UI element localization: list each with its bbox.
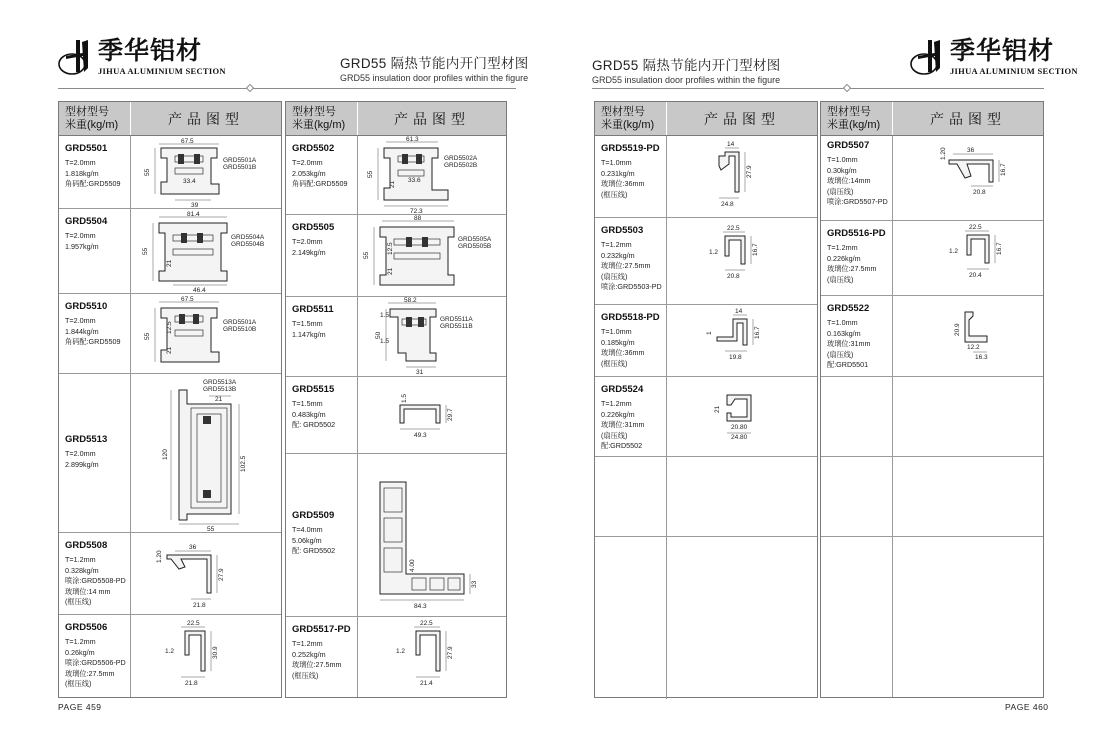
spec-weight: 0.226kg/m — [601, 409, 635, 419]
spec-note: 配: GRD5502 — [292, 420, 336, 429]
profile-drawing — [131, 615, 281, 697]
header-figure: 产品图型 — [168, 111, 244, 128]
svg-text:29.7: 29.7 — [447, 408, 454, 421]
header-weight: 米重(kg/m) — [65, 119, 119, 131]
spec-weight: 0.226kg/m — [827, 253, 861, 263]
spec-weight: 0.483kg/m — [292, 409, 326, 419]
svg-text:20.4: 20.4 — [969, 272, 982, 279]
svg-text:55: 55 — [367, 170, 374, 178]
spec-thickness: T=2.0mm — [65, 158, 96, 167]
svg-text:1.5: 1.5 — [380, 312, 390, 319]
svg-text:22.5: 22.5 — [727, 225, 740, 232]
product-code: GRD5519-PD — [601, 143, 660, 154]
svg-text:81.4: 81.4 — [187, 211, 200, 218]
svg-text:16.7: 16.7 — [752, 243, 759, 256]
svg-text:GRD5501A: GRD5501A — [223, 319, 257, 326]
spec-thickness: T=2.0mm — [65, 231, 96, 240]
product-code: GRD5515 — [292, 384, 335, 395]
spec-weight: 0.232kg/m — [601, 250, 635, 260]
svg-text:GRD5504B: GRD5504B — [231, 241, 265, 248]
product-cell-grd5505 — [286, 215, 506, 297]
product-code: GRD5508 — [65, 540, 108, 551]
svg-text:12.2: 12.2 — [967, 344, 980, 351]
spec-thickness: T=2.0mm — [292, 237, 323, 246]
svg-text:22.5: 22.5 — [420, 620, 433, 627]
spec-weight: 1.818kg/m — [65, 168, 99, 178]
spec-thickness: T=1.2mm — [827, 243, 858, 252]
header-rule — [592, 88, 1044, 89]
spec-weight: 2.053kg/m — [292, 168, 326, 178]
empty-cell — [595, 537, 817, 699]
product-cell-grd5513 — [59, 374, 281, 533]
spec-glass: 玻璃位:27.5mm — [65, 668, 115, 678]
profile-drawing — [667, 305, 817, 376]
brand-name-en: JIHUA ALUMINIUM SECTION — [98, 66, 226, 76]
svg-text:GRD5504A: GRD5504A — [231, 234, 265, 241]
page-title — [340, 52, 529, 83]
spec-type: (框压线) — [601, 358, 628, 368]
svg-text:GRD5505A: GRD5505A — [458, 236, 492, 243]
product-code: GRD5507 — [827, 140, 870, 151]
svg-text:55: 55 — [207, 526, 215, 533]
spec-coating: 喷涂:GRD5503-PD — [601, 282, 662, 291]
column-header — [821, 102, 1043, 136]
profile-drawing — [131, 374, 281, 532]
page-title — [592, 54, 781, 85]
header-model: 型材型号 — [827, 106, 871, 118]
header-weight: 米重(kg/m) — [827, 119, 881, 131]
svg-text:88: 88 — [414, 215, 422, 222]
svg-text:46.4: 46.4 — [193, 287, 206, 294]
profile-drawing — [667, 136, 817, 217]
page-number: PAGE 460 — [1005, 702, 1049, 712]
svg-text:84.3: 84.3 — [414, 603, 427, 610]
brand-name-cn: 季华铝材 — [950, 36, 1055, 65]
svg-text:30.9: 30.9 — [212, 646, 219, 659]
product-code: GRD5504 — [65, 216, 108, 227]
svg-text:27.9: 27.9 — [447, 646, 454, 659]
spec-thickness: T=2.0mm — [65, 316, 96, 325]
spec-glass: 玻璃位:27.5mm — [601, 261, 651, 270]
svg-text:21: 21 — [389, 180, 396, 188]
page-number: PAGE 459 — [58, 702, 102, 712]
profile-drawing — [358, 617, 506, 697]
product-code: GRD5502 — [292, 143, 335, 154]
spec-weight: 0.328kg/m — [65, 565, 99, 575]
spec-thickness: T=1.5mm — [292, 319, 323, 328]
spec-coating: 喷涂:GRD5507-PD — [827, 197, 888, 206]
svg-text:16.7: 16.7 — [754, 326, 761, 339]
spec-thickness: T=1.0mm — [827, 155, 858, 164]
profile-drawing — [358, 297, 506, 376]
product-code: GRD5509 — [292, 510, 335, 521]
spec-thickness: T=1.2mm — [65, 555, 96, 564]
svg-text:72.3: 72.3 — [410, 208, 423, 215]
product-code: GRD5524 — [601, 384, 644, 395]
spec-weight: 0.30kg/m — [827, 165, 857, 175]
spec-weight: 0.185kg/m — [601, 337, 635, 347]
spec-type: (框压线) — [292, 670, 319, 680]
spec-coating: 喷涂:GRD5506-PD — [65, 658, 126, 667]
spec-thickness: T=2.0mm — [65, 449, 96, 458]
svg-text:GRD5501B: GRD5501B — [223, 164, 257, 171]
spec-weight: 1.957kg/m — [65, 241, 99, 251]
svg-text:1.2: 1.2 — [949, 248, 959, 255]
product-cell-grd5516-pd — [821, 221, 1043, 296]
spec-type: (框压线) — [65, 679, 92, 688]
profile-drawing — [893, 136, 1043, 220]
svg-text:14: 14 — [727, 141, 735, 148]
spec-type: (扇压线) — [827, 274, 854, 284]
product-cell-grd5515 — [286, 377, 506, 454]
spec-glass: 玻璃位:36mm — [601, 179, 645, 188]
svg-text:14: 14 — [735, 308, 743, 315]
spec-glass: 玻璃位:14mm — [827, 176, 871, 185]
spec-weight: 0.231kg/m — [601, 168, 635, 178]
rule-ornament — [843, 84, 851, 92]
spec-thickness: T=2.0mm — [292, 158, 323, 167]
spec-glass: 玻璃位:27.5mm — [827, 264, 877, 273]
svg-text:31: 31 — [416, 369, 424, 376]
product-cell-grd5506 — [59, 615, 281, 697]
spec-glass: 玻璃位:14 mm — [65, 586, 111, 596]
column-header — [59, 102, 281, 136]
spec-note: 配:GRD5502 — [601, 441, 643, 450]
svg-text:GRD5510B: GRD5510B — [223, 326, 257, 333]
product-cell-grd5501 — [59, 136, 281, 209]
product-code: GRD5516-PD — [827, 228, 886, 239]
brand-name-cn: 季华铝材 — [98, 36, 203, 65]
product-code: GRD5505 — [292, 222, 335, 233]
product-cell-grd5508 — [59, 533, 281, 615]
svg-text:21.4: 21.4 — [420, 680, 433, 687]
svg-text:12.5: 12.5 — [387, 242, 394, 255]
svg-text:20.8: 20.8 — [727, 273, 740, 280]
svg-text:GRD5513B: GRD5513B — [203, 386, 237, 393]
spec-thickness: T=1.5mm — [292, 399, 323, 408]
spec-weight: 5.06kg/m — [292, 535, 322, 545]
svg-text:67.5: 67.5 — [181, 296, 194, 303]
brand-mark-icon — [910, 38, 946, 76]
svg-text:58.2: 58.2 — [404, 297, 417, 304]
svg-text:120: 120 — [162, 449, 169, 460]
title-en: GRD55 insulation door profiles within the figure — [592, 75, 781, 85]
svg-text:49.3: 49.3 — [414, 432, 427, 439]
spec-thickness: T=1.2mm — [292, 639, 323, 648]
brand-mark-icon — [58, 38, 94, 76]
product-cell-grd5510 — [59, 294, 281, 374]
product-column-3 — [594, 101, 818, 698]
svg-text:1.20: 1.20 — [940, 147, 947, 160]
spec-coating: 喷涂:GRD5508-PD — [65, 576, 126, 585]
spec-glass: 玻璃位:36mm — [601, 348, 645, 357]
spec-note: 配:GRD5501 — [827, 360, 869, 369]
product-code: GRD5518-PD — [601, 312, 660, 323]
product-code: GRD5510 — [65, 301, 108, 312]
column-header — [595, 102, 817, 136]
svg-text:55: 55 — [142, 247, 149, 255]
svg-text:20.80: 20.80 — [731, 424, 748, 431]
svg-text:55: 55 — [363, 251, 370, 259]
spec-weight: 0.163kg/m — [827, 328, 861, 338]
title-en: GRD55 insulation door profiles within the figure — [340, 73, 529, 83]
product-cell-grd5502 — [286, 136, 506, 215]
product-cell-grd5511 — [286, 297, 506, 377]
product-cell-grd5507 — [821, 136, 1043, 221]
svg-text:21: 21 — [387, 267, 394, 275]
profile-drawing — [358, 454, 506, 616]
svg-text:21.8: 21.8 — [185, 680, 198, 687]
spec-weight: 0.26kg/m — [65, 647, 95, 657]
svg-text:1: 1 — [706, 331, 713, 335]
svg-text:12.5: 12.5 — [166, 321, 173, 334]
spec-type: (扇压线) — [827, 349, 854, 359]
svg-text:1.2: 1.2 — [396, 648, 406, 655]
svg-text:GRD5501A: GRD5501A — [223, 157, 257, 164]
svg-text:36: 36 — [189, 544, 197, 551]
spec-weight: 1.844kg/m — [65, 326, 99, 336]
product-column-1 — [58, 101, 282, 698]
svg-text:27.9: 27.9 — [218, 568, 225, 581]
svg-text:67.5: 67.5 — [181, 138, 194, 145]
profile-drawing — [131, 209, 281, 293]
spec-weight: 2.149kg/m — [292, 247, 326, 257]
svg-text:GRD5511A: GRD5511A — [440, 316, 473, 323]
product-cell-grd5509 — [286, 454, 506, 617]
spec-note: 角码配:GRD5509 — [292, 179, 348, 188]
spec-note: 角码配:GRD5509 — [65, 179, 121, 188]
brand-name-en: JIHUA ALUMINIUM SECTION — [950, 66, 1078, 76]
svg-text:21: 21 — [714, 405, 721, 413]
svg-text:24.8: 24.8 — [721, 201, 734, 208]
spec-thickness: T=1.2mm — [601, 240, 632, 249]
svg-text:20.8: 20.8 — [973, 189, 986, 196]
empty-cell — [821, 377, 1043, 457]
svg-text:1.5: 1.5 — [401, 393, 408, 403]
svg-text:20.9: 20.9 — [954, 323, 961, 336]
profile-drawing — [358, 136, 506, 214]
header-weight: 米重(kg/m) — [292, 119, 346, 131]
svg-text:4.00: 4.00 — [409, 559, 416, 572]
header-weight: 米重(kg/m) — [601, 119, 655, 131]
profile-drawing — [131, 136, 281, 208]
product-cell-grd5517-pd — [286, 617, 506, 697]
svg-text:50: 50 — [375, 331, 382, 339]
profile-drawing — [131, 294, 281, 373]
svg-text:36: 36 — [967, 147, 975, 154]
profile-drawing — [667, 377, 817, 456]
spec-note: 角码配:GRD5509 — [65, 337, 121, 346]
product-code: GRD5513 — [65, 434, 108, 445]
svg-text:19.8: 19.8 — [729, 354, 742, 361]
spec-type: (扇压线) — [601, 271, 628, 281]
product-code: GRD5522 — [827, 303, 870, 314]
svg-text:1.2: 1.2 — [165, 648, 175, 655]
product-code: GRD5501 — [65, 143, 108, 154]
product-cell-grd5518-pd — [595, 305, 817, 377]
header-figure: 产品图型 — [394, 111, 470, 128]
svg-text:16.7: 16.7 — [1000, 163, 1007, 176]
svg-text:1.2: 1.2 — [709, 249, 719, 256]
svg-text:55: 55 — [144, 332, 151, 340]
title-cn: GRD55 隔热节能内开门型材图 — [340, 56, 529, 71]
product-code: GRD5506 — [65, 622, 108, 633]
spec-glass: 玻璃位:31mm — [601, 420, 645, 429]
product-code: GRD5503 — [601, 225, 644, 236]
header-model: 型材型号 — [292, 106, 336, 118]
column-header — [286, 102, 506, 136]
spec-thickness: T=1.0mm — [827, 318, 858, 327]
empty-cell — [821, 457, 1043, 537]
svg-text:33.4: 33.4 — [183, 178, 196, 185]
spec-type: (扇压线) — [601, 430, 628, 440]
svg-text:61.3: 61.3 — [406, 136, 419, 143]
svg-text:GRD5502A: GRD5502A — [444, 155, 478, 162]
spec-weight: 0.252kg/m — [292, 649, 326, 659]
svg-text:1.20: 1.20 — [156, 550, 163, 563]
profile-drawing — [358, 377, 506, 453]
svg-text:55: 55 — [144, 168, 151, 176]
rule-ornament — [246, 84, 254, 92]
svg-text:1.5: 1.5 — [380, 338, 390, 345]
spec-glass: 玻璃位:27.5mm — [292, 660, 342, 669]
svg-text:21: 21 — [166, 346, 173, 354]
svg-text:39: 39 — [191, 202, 199, 209]
svg-text:GRD5505B: GRD5505B — [458, 243, 492, 250]
product-cell-grd5519-pd — [595, 136, 817, 218]
header-rule — [58, 88, 516, 89]
header-model: 型材型号 — [65, 106, 109, 118]
spec-thickness: T=4.0mm — [292, 525, 323, 534]
spec-thickness: T=1.0mm — [601, 327, 632, 336]
profile-drawing — [667, 218, 817, 304]
profile-drawing — [358, 215, 506, 296]
product-cell-grd5524 — [595, 377, 817, 457]
svg-text:GRD5513A: GRD5513A — [203, 379, 237, 386]
header-model: 型材型号 — [601, 106, 645, 118]
title-cn: GRD55 隔热节能内开门型材图 — [592, 58, 781, 73]
svg-text:22.5: 22.5 — [969, 224, 982, 231]
spec-note: 配: GRD5502 — [292, 546, 336, 555]
profile-drawing — [893, 296, 1043, 376]
brand-logo — [910, 38, 1078, 76]
spec-glass: 玻璃位:31mm — [827, 339, 871, 348]
svg-text:16.3: 16.3 — [975, 354, 988, 361]
brand-logo — [58, 38, 226, 76]
spec-thickness: T=1.2mm — [601, 399, 632, 408]
product-code: GRD5517-PD — [292, 624, 351, 635]
empty-cell — [821, 537, 1043, 697]
product-column-2 — [285, 101, 507, 698]
header-figure: 产品图型 — [930, 111, 1006, 128]
profile-drawing — [131, 533, 281, 614]
product-cell-grd5522 — [821, 296, 1043, 377]
spec-thickness: T=1.0mm — [601, 158, 632, 167]
product-column-4 — [820, 101, 1044, 698]
svg-text:GRD5502B: GRD5502B — [444, 162, 478, 169]
spec-type: (扇压线) — [827, 186, 854, 196]
empty-cell — [595, 457, 817, 537]
svg-text:21: 21 — [215, 396, 223, 403]
svg-text:33: 33 — [471, 580, 478, 588]
product-cell-grd5504 — [59, 209, 281, 294]
spec-type: (框压线) — [601, 189, 628, 199]
svg-text:GRD5511B: GRD5511B — [440, 323, 473, 330]
profile-drawing — [893, 221, 1043, 295]
product-code: GRD5511 — [292, 304, 334, 315]
svg-text:21: 21 — [166, 259, 173, 267]
spec-thickness: T=1.2mm — [65, 637, 96, 646]
svg-text:21.8: 21.8 — [193, 602, 206, 609]
svg-text:102.5: 102.5 — [240, 455, 247, 472]
page-460 — [550, 0, 1100, 750]
svg-text:27.9: 27.9 — [746, 165, 753, 178]
spec-weight: 1.147kg/m — [292, 329, 326, 339]
spec-type: (框压线) — [65, 597, 92, 606]
header-figure: 产品图型 — [704, 111, 780, 128]
svg-text:33.6: 33.6 — [408, 177, 421, 184]
svg-text:24.80: 24.80 — [731, 434, 748, 441]
svg-text:22.5: 22.5 — [187, 620, 200, 627]
product-cell-grd5503 — [595, 218, 817, 305]
spec-weight: 2.899kg/m — [65, 459, 99, 469]
svg-text:16.7: 16.7 — [996, 242, 1003, 255]
